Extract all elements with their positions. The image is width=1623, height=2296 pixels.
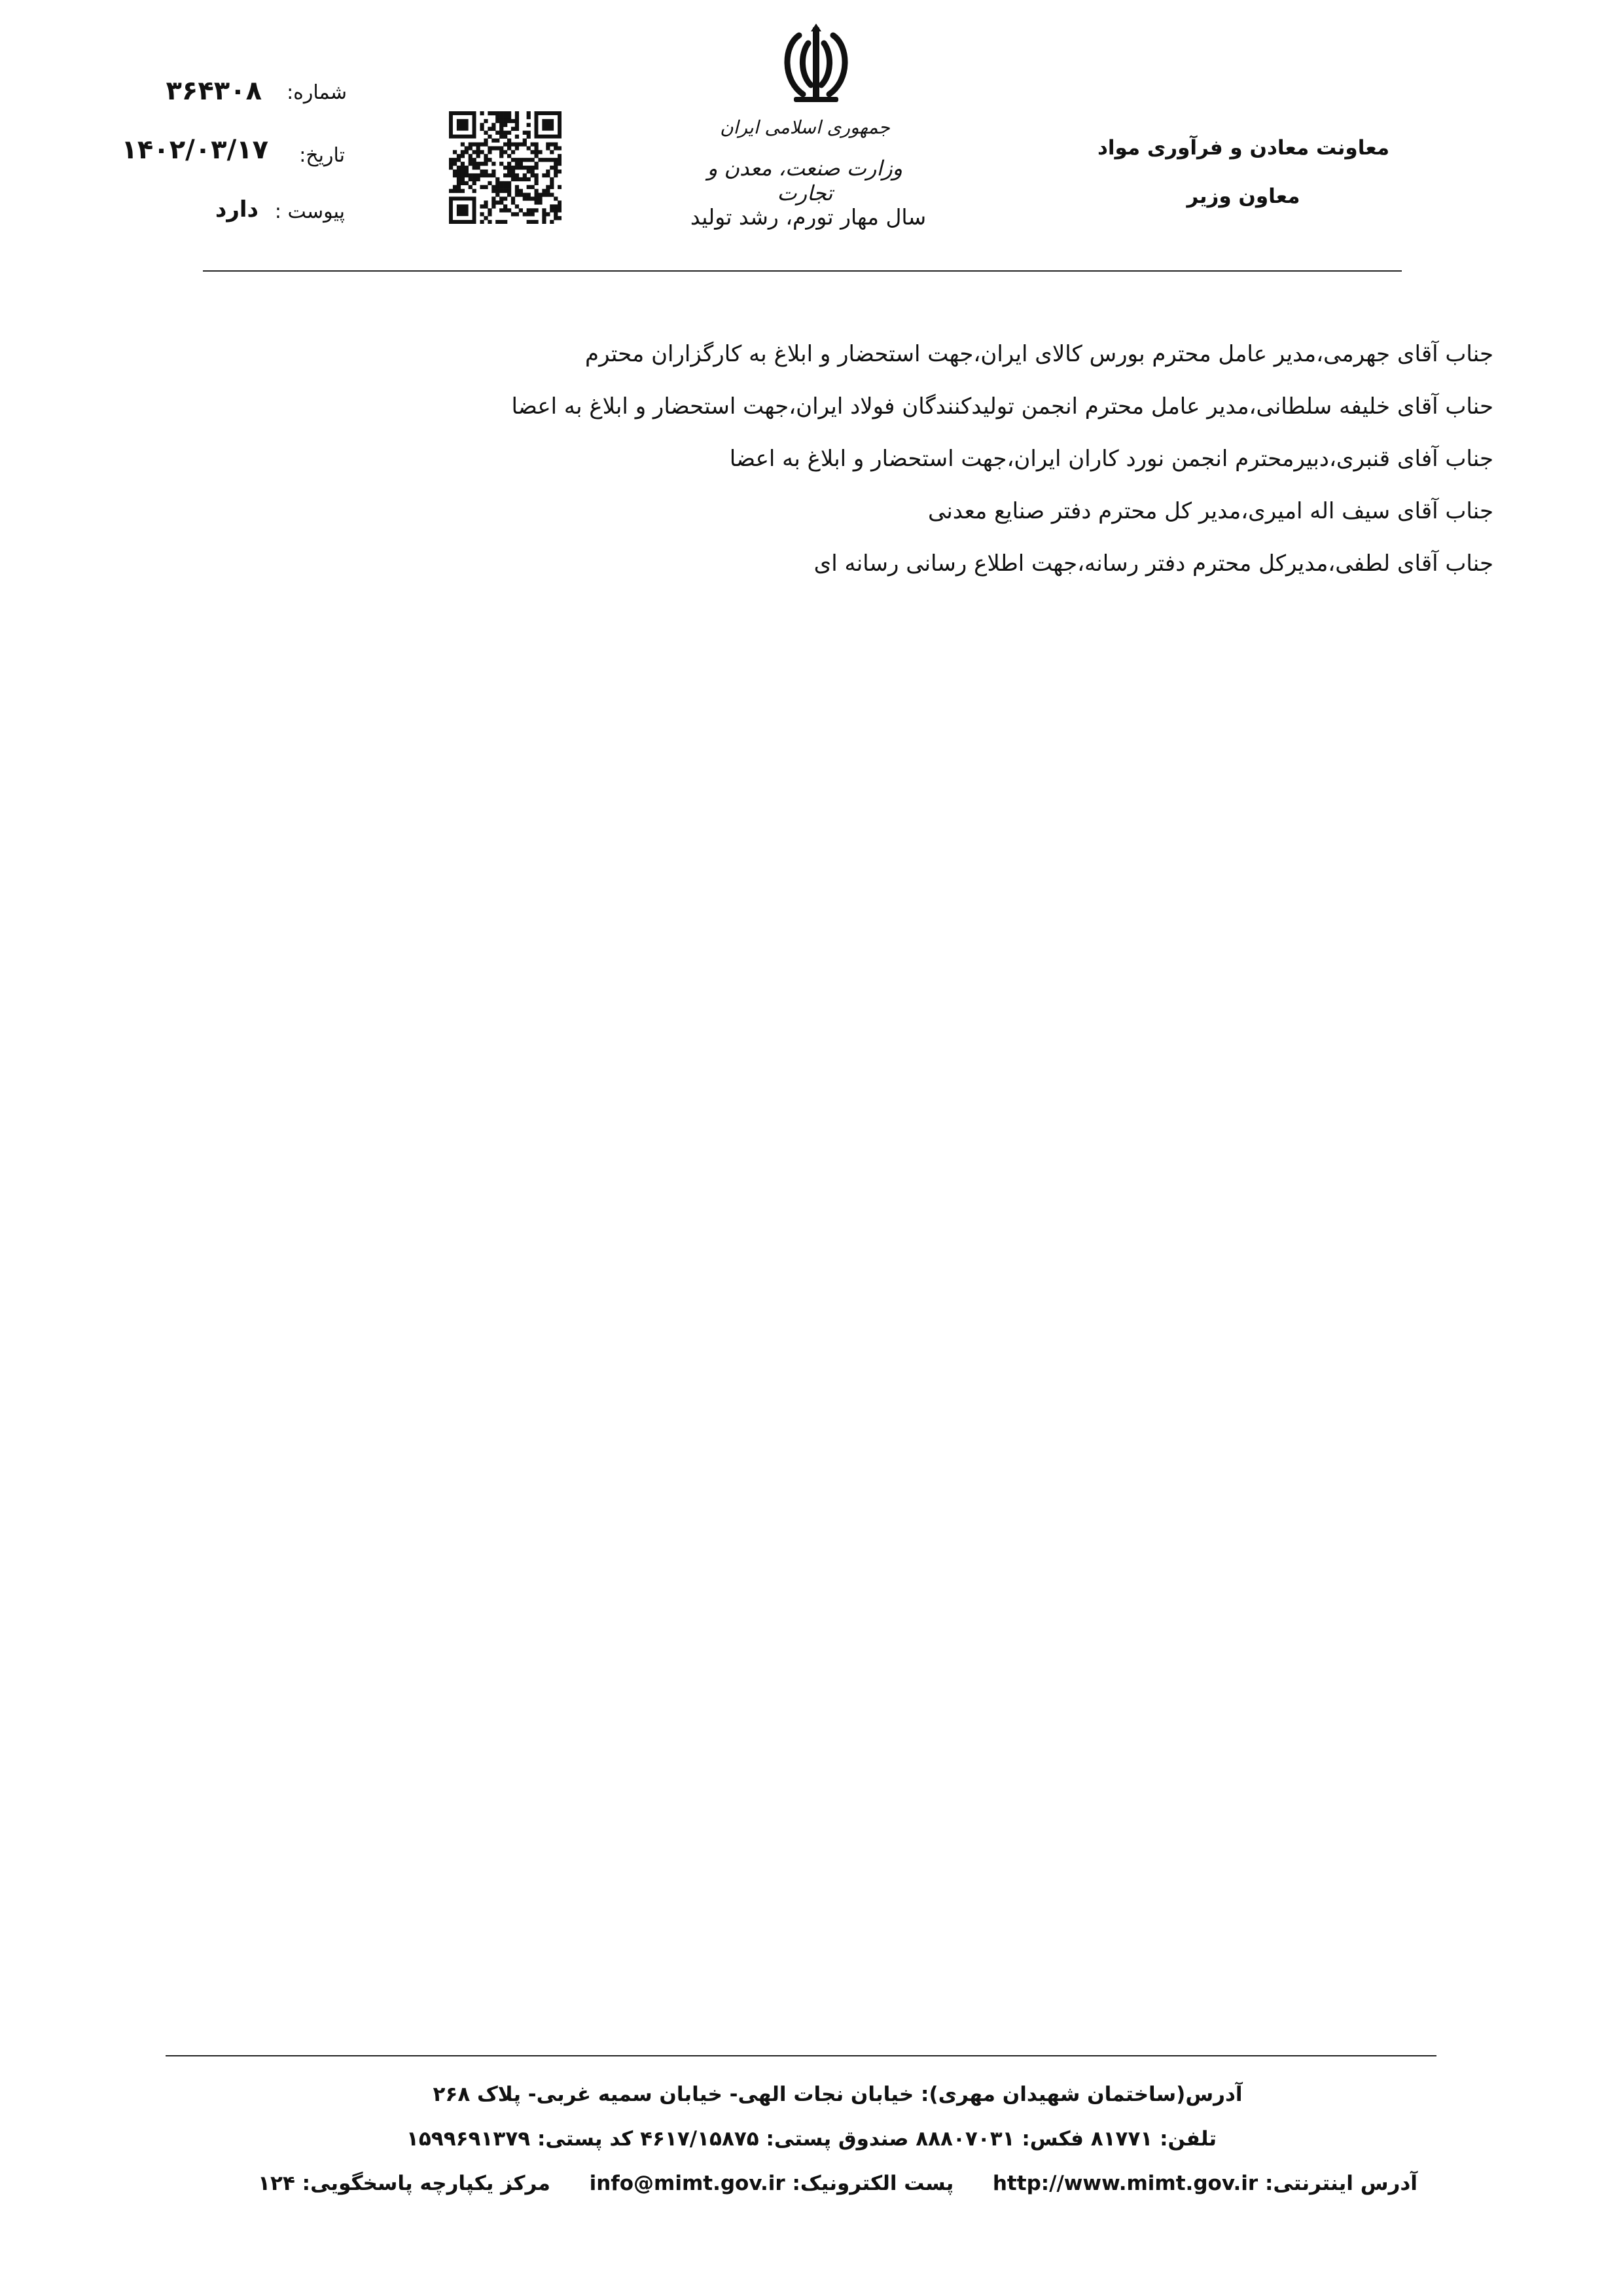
recipient-list xyxy=(381,334,1493,596)
attachment-label: پیوست : xyxy=(274,200,345,223)
republic-name: جمهوری اسلامی ایران xyxy=(720,117,890,138)
call-center: مرکز یکپارچه پاسخگویی: ۱۲۴ xyxy=(258,2172,550,2195)
recipient-line: جناب آقای جهرمی،مدیر عامل محترم بورس کالای ایران،جهت استحضار و ابلاغ به کارگزاران محترم xyxy=(585,341,1493,367)
recipient-line: حناب آقای خلیفه سلطانی،مدیر عامل محترم انجمن تولیدکنندگان فولاد ایران،جهت استحضار و ابلاغ به اعضا xyxy=(511,393,1493,420)
date-label: تاریخ: xyxy=(299,144,345,167)
ministry-name: وزارت صنعت، معدن و تجارت xyxy=(707,156,903,206)
qr-code-icon xyxy=(449,111,562,224)
header-divider xyxy=(203,270,1402,272)
attachment-value: دارد xyxy=(215,196,259,223)
recipient-line: جناب آفای قنبری،دبیرمحترم انجمن نورد کاران ایران،جهت استحضار و ابلاغ به اعضا xyxy=(729,446,1493,472)
email-link[interactable]: info@mimt.gov.ir xyxy=(589,2172,785,2195)
position-title: معاون وزیر xyxy=(1186,185,1300,208)
footer-web-line xyxy=(26,2172,1623,2195)
recipient-line: جناب آقای لطفی،مدیرکل محترم دفتر رسانه،جهت اطلاع رسانی رسانه ای xyxy=(813,550,1493,577)
letter-date: ۱۴۰۲/۰۳/۱۷ xyxy=(121,135,268,165)
department-title: معاونت معادن و فرآوری مواد xyxy=(1097,136,1390,160)
footer-contact: تلفن: ۸۱۷۷۱ فکس: ۸۸۸۰۷۰۳۱ صندوق پستی: ۴۶۱۷/۱۵۸۷۵ کد پستی: ۱۵۹۹۶۹۱۳۷۹ xyxy=(406,2127,1217,2151)
website-link[interactable]: http://www.mimt.gov.ir xyxy=(992,2172,1258,2195)
email-label: پست الکترونیک: xyxy=(792,2172,954,2195)
iran-emblem-icon xyxy=(774,24,858,107)
website-label: آدرس اینترنتی: xyxy=(1265,2172,1418,2195)
year-slogan: سال مهار تورم، رشد تولید xyxy=(690,204,927,230)
footer-address: آدرس(ساختمان شهیدان مهری): خیابان نجات الهی- خیابان سمیه غربی- پلاک ۲۶۸ xyxy=(433,2083,1243,2106)
recipient-line: جناب آقای سیف اله امیری،مدیر کل محترم دفتر صنایع معدنی xyxy=(928,498,1493,524)
footer-divider xyxy=(166,2055,1436,2056)
number-label: شماره: xyxy=(287,81,347,104)
letter-number: ۳۶۴۳۰۸ xyxy=(166,76,262,106)
